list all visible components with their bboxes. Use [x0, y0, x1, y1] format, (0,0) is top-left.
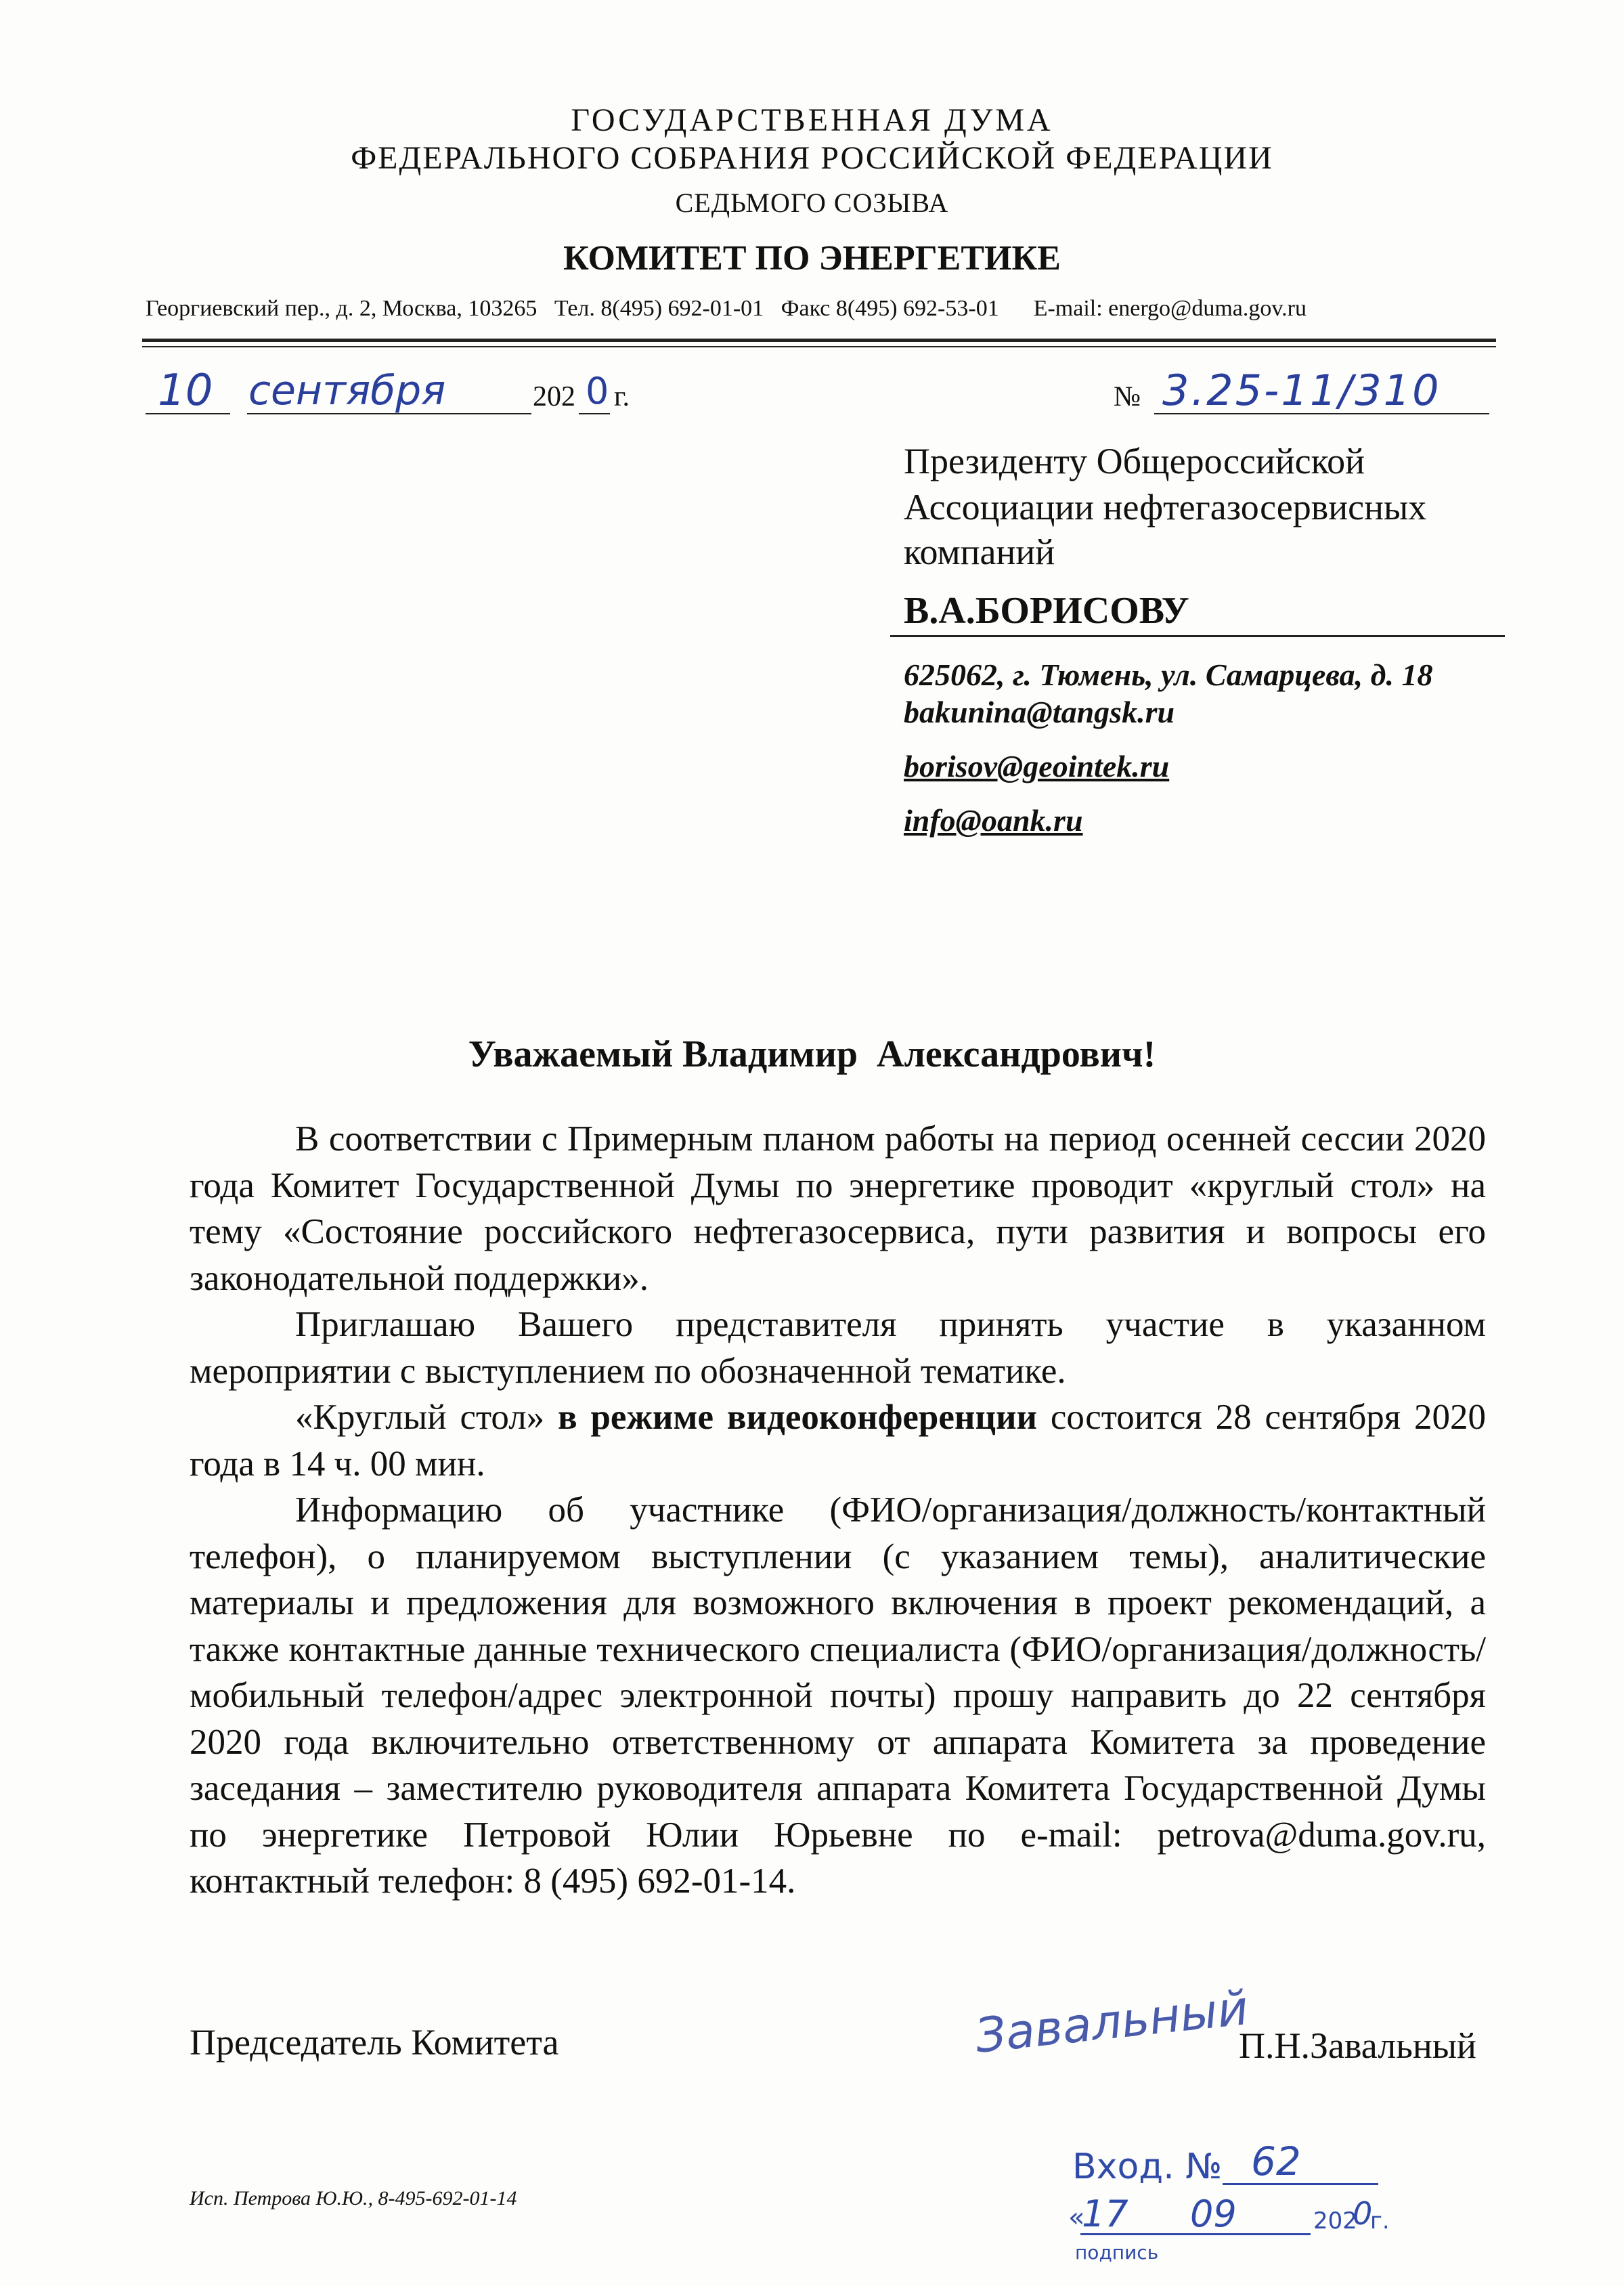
number-line — [1114, 366, 1493, 420]
paragraph-3-end: состоится 28 сентября 2020 года в 14 ч. 00 мин. — [190, 1398, 1486, 1484]
stamp-number-underline — [1223, 2183, 1378, 2185]
recipient-title-line1: Президенту Общероссийской — [904, 441, 1365, 481]
letterhead-rule-top — [142, 339, 1496, 342]
stamp-label: Вход. № — [1072, 2147, 1223, 2187]
recipient-address: 625062, г. Тюмень, ул. Самарцева, д. 18 — [904, 657, 1433, 692]
date-year-underline — [579, 413, 610, 414]
date-month-underline — [247, 413, 531, 414]
paragraph-4: Информацию об участнике (ФИО/организация/должность/контактный телефон), о планируемом выступлении (с указанием темы), аналитические материалы и предложения для возможного включения в проект рекомендаций, а также контактные данные технического специалиста (ФИО/организация/должность/мобильный телефон/адрес электронной почты) прошу направить до 22 сентября 2020 года включительно ответственному от аппарата Комитета за проведение заседания – заместителю руководителя аппарата Комитета Государственной Думы по энергетике Петровой Юлии Юрьевне по e-mail: petrova@duma.gov.ru, контактный телефон: 8 (495) 692-01-14. — [190, 1490, 1486, 1901]
recipient-name: В.А.БОРИСОВУ — [904, 590, 1189, 632]
recipient-email-2[interactable]: borisov@geointek.ru — [904, 749, 1170, 783]
recipient-email-1[interactable]: bakunina@tangsk.ru — [904, 695, 1175, 729]
stamp-day: 17 — [1082, 2193, 1128, 2235]
number-value: 3.25-11/310 — [1162, 366, 1441, 415]
stamp-month: 09 — [1190, 2193, 1237, 2235]
stamp-year-digit: 0 — [1353, 2195, 1373, 2232]
letterhead-line3: СЕДЬМОГО СОЗЫВА — [675, 188, 949, 218]
date-day-underline — [146, 413, 230, 414]
committee-title: КОМИТЕТ ПО ЭНЕРГЕТИКЕ — [563, 239, 1061, 278]
signature-name: П.Н.Завальный — [1239, 2025, 1476, 2066]
letter-body — [190, 1116, 1486, 1905]
stamp-sign-label: подпись — [1075, 2241, 1159, 2264]
stamp-date-quote: « — [1068, 2202, 1085, 2233]
executor-note: Исп. Петрова Ю.Ю., 8-495-692-01-14 — [190, 2187, 517, 2209]
letterhead-line2: ФЕДЕРАЛЬНОГО СОБРАНИЯ РОССИЙСКОЙ ФЕДЕРАЦИИ — [351, 140, 1273, 176]
number-label: № — [1114, 381, 1141, 412]
number-underline — [1154, 413, 1489, 414]
signature-position: Председатель Комитета — [190, 2022, 559, 2063]
stamp-year-prefix: 202 — [1313, 2207, 1357, 2235]
letterhead-rule-bottom — [142, 346, 1496, 347]
paragraph-3 — [190, 1394, 1486, 1487]
date-day: 10 — [158, 366, 213, 416]
paragraph-2: Приглашаю Вашего представителя принять участие в указанном мероприятии с выступлением по обозначенной тематике. — [190, 1305, 1486, 1391]
recipient-email-3[interactable]: info@oank.ru — [904, 803, 1083, 838]
stamp-suffix: г. — [1370, 2207, 1390, 2235]
date-suffix: г. — [614, 381, 630, 412]
recipient-title-line3: компаний — [904, 532, 1055, 572]
letterhead-line1: ГОСУДАРСТВЕННАЯ ДУМА — [571, 102, 1053, 138]
handwritten-signature: Завальный — [972, 1980, 1251, 2064]
paragraph-3-start: «Круглый стол» — [295, 1398, 558, 1437]
incoming-stamp — [1068, 2138, 1390, 2275]
letterhead-address: Георгиевский пер., д. 2, Москва, 103265 Тел. 8(495) 692-01-01 Факс 8(495) 692-53-01 E-mail: energo@duma.gov.ru — [146, 296, 1307, 321]
stamp-number: 62 — [1251, 2138, 1301, 2184]
recipient-title-line2: Ассоциации нефтегазосервисных — [904, 487, 1427, 527]
recipient-name-underline — [890, 635, 1505, 637]
date-line — [146, 366, 660, 420]
greeting: Уважаемый Владимир Александрович! — [468, 1033, 1156, 1075]
date-month: сентября — [248, 367, 446, 414]
date-year-prefix: 202 — [533, 381, 575, 412]
paragraph-3-bold: в режиме видеоконференции — [558, 1398, 1038, 1437]
paragraph-1: В соответствии с Примерным планом работы на период осенней сессии 2020 года Комитет Государственной Думы по энергетике проводит «круглый стол» на тему «Состояние российского нефтегазосервиса, пути развития и вопросы его законодательной поддержки». — [190, 1119, 1486, 1298]
stamp-date-underline — [1080, 2233, 1311, 2235]
date-year-digit: 0 — [586, 370, 609, 412]
